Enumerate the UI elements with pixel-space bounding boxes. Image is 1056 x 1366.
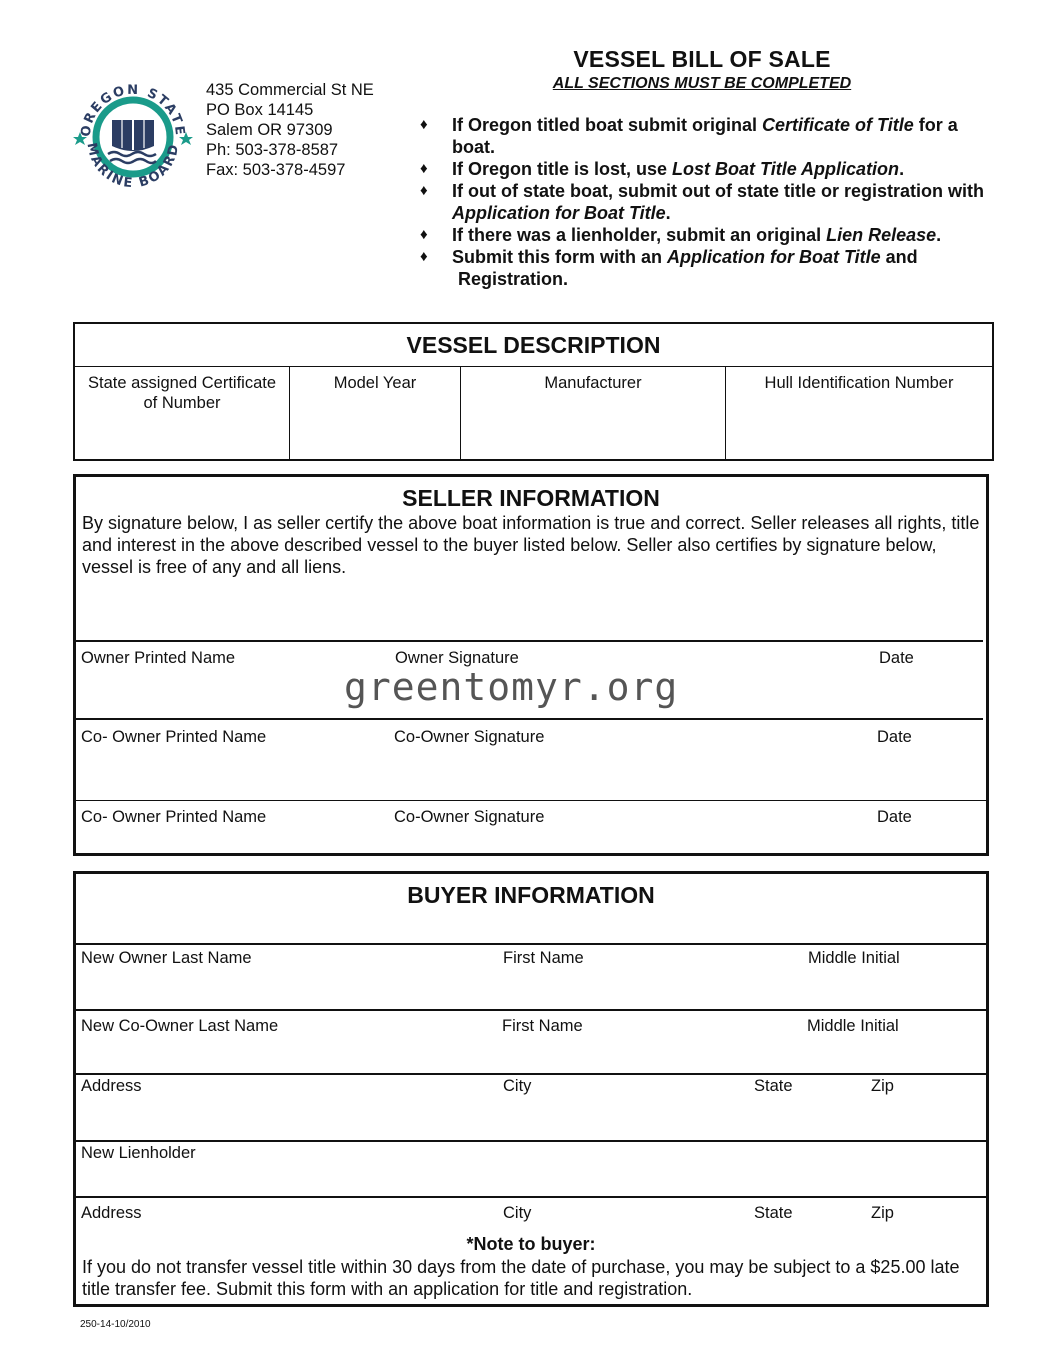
diamond-bullet-icon: ♦ bbox=[420, 248, 428, 265]
lienholder-address-field[interactable]: Address bbox=[81, 1204, 142, 1222]
co-owner-printed-name-field[interactable]: Co- Owner Printed Name bbox=[81, 728, 267, 746]
instruction-item: ♦ Submit this form with an Application for Boat Title and Registration. bbox=[420, 247, 918, 289]
divider bbox=[76, 1009, 986, 1011]
fax-line: Fax: 503-378-4597 bbox=[206, 161, 346, 179]
divider bbox=[76, 640, 983, 642]
divider bbox=[76, 718, 983, 720]
buyer-state-field[interactable]: State bbox=[754, 1077, 793, 1095]
address-line: PO Box 14145 bbox=[206, 101, 314, 119]
agency-address bbox=[206, 80, 374, 180]
new-owner-middle-initial-field[interactable]: Middle Initial bbox=[808, 949, 900, 967]
diamond-bullet-icon: ♦ bbox=[420, 182, 428, 199]
owner-printed-name-field[interactable]: Owner Printed Name bbox=[81, 649, 236, 667]
new-lienholder-field[interactable]: New Lienholder bbox=[81, 1144, 196, 1162]
owner-signature-field[interactable]: Owner Signature bbox=[395, 649, 519, 667]
buyer-information-section bbox=[73, 871, 989, 1307]
form-subtitle: ALL SECTIONS MUST BE COMPLETED bbox=[552, 75, 852, 92]
new-co-owner-first-name-field[interactable]: First Name bbox=[502, 1017, 583, 1035]
form-title: VESSEL BILL OF SALE bbox=[573, 46, 831, 72]
co-owner-2-printed-name-field[interactable]: Co- Owner Printed Name bbox=[81, 808, 267, 826]
buyer-zip-field[interactable]: Zip bbox=[871, 1077, 894, 1095]
instruction-item: ♦ If there was a lienholder, submit an original Lien Release. bbox=[420, 225, 942, 245]
seller-information-section bbox=[73, 474, 989, 856]
diamond-bullet-icon: ♦ bbox=[420, 160, 428, 177]
divider bbox=[76, 800, 986, 801]
section-title: SELLER INFORMATION bbox=[402, 485, 660, 511]
lienholder-zip-field[interactable]: Zip bbox=[871, 1204, 894, 1222]
co-owner-2-signature-field[interactable]: Co-Owner Signature bbox=[394, 808, 545, 826]
manufacturer-field[interactable]: Manufacturer bbox=[461, 367, 726, 459]
owner-date-field[interactable]: Date bbox=[879, 649, 914, 667]
divider bbox=[76, 1073, 986, 1075]
phone-line: Ph: 503-378-8587 bbox=[206, 141, 339, 159]
divider bbox=[76, 1196, 986, 1198]
vessel-description-section bbox=[73, 322, 994, 461]
certificate-number-field[interactable]: State assigned Certificate of Number bbox=[75, 367, 290, 459]
note-to-buyer-title: *Note to buyer: bbox=[466, 1234, 596, 1254]
oregon-state-marine-board-logo bbox=[72, 76, 194, 198]
lienholder-state-field[interactable]: State bbox=[754, 1204, 793, 1222]
section-title: BUYER INFORMATION bbox=[407, 882, 655, 908]
address-line: 435 Commercial St NE bbox=[206, 81, 374, 99]
lienholder-city-field[interactable]: City bbox=[503, 1204, 532, 1222]
section-title: VESSEL DESCRIPTION bbox=[75, 324, 992, 367]
divider bbox=[76, 1140, 986, 1142]
diamond-bullet-icon: ♦ bbox=[420, 116, 428, 133]
svg-text:OREGON STATE: OREGON STATE bbox=[78, 82, 188, 138]
buyer-address-field[interactable]: Address bbox=[81, 1077, 142, 1095]
co-owner-date-field[interactable]: Date bbox=[877, 728, 912, 746]
instruction-item: ♦ If Oregon titled boat submit original Certificate of Title for a boat. bbox=[420, 115, 958, 157]
divider bbox=[76, 943, 986, 945]
model-year-field[interactable]: Model Year bbox=[290, 367, 461, 459]
form-number: 250-14-10/2010 bbox=[80, 1319, 151, 1330]
new-owner-first-name-field[interactable]: First Name bbox=[503, 949, 584, 967]
instruction-item: ♦ If out of state boat, submit out of state title or registration with Application for Boat Title. bbox=[420, 181, 985, 223]
co-owner-2-date-field[interactable]: Date bbox=[877, 808, 912, 826]
diamond-bullet-icon: ♦ bbox=[420, 226, 428, 243]
seller-certification-text: By signature below, I as seller certify the above boat information is true and correct. Seller releases all rights, title and interest in the above described vessel to the buyer listed below. Seller also certifies by signature below, vessel is free of any and all liens. bbox=[82, 513, 980, 577]
co-owner-signature-field[interactable]: Co-Owner Signature bbox=[394, 728, 545, 746]
watermark: greentomyr.org bbox=[344, 665, 679, 709]
instruction-item: ♦ If Oregon title is lost, use Lost Boat Title Application. bbox=[420, 159, 905, 179]
new-owner-last-name-field[interactable]: New Owner Last Name bbox=[81, 949, 252, 967]
new-co-owner-last-name-field[interactable]: New Co-Owner Last Name bbox=[81, 1017, 279, 1035]
instructions-list bbox=[420, 114, 1000, 290]
address-line: Salem OR 97309 bbox=[206, 121, 333, 139]
svg-text:MARINE BOARD: MARINE BOARD bbox=[83, 141, 183, 192]
new-co-owner-middle-initial-field[interactable]: Middle Initial bbox=[807, 1017, 899, 1035]
buyer-city-field[interactable]: City bbox=[503, 1077, 532, 1095]
note-to-buyer-text: If you do not transfer vessel title within 30 days from the date of purchase, you may be subject to a $25.00 late title transfer fee. Submit this form with an application for title and registration. bbox=[82, 1257, 960, 1299]
hull-identification-number-field[interactable]: Hull Identification Number bbox=[764, 374, 954, 392]
